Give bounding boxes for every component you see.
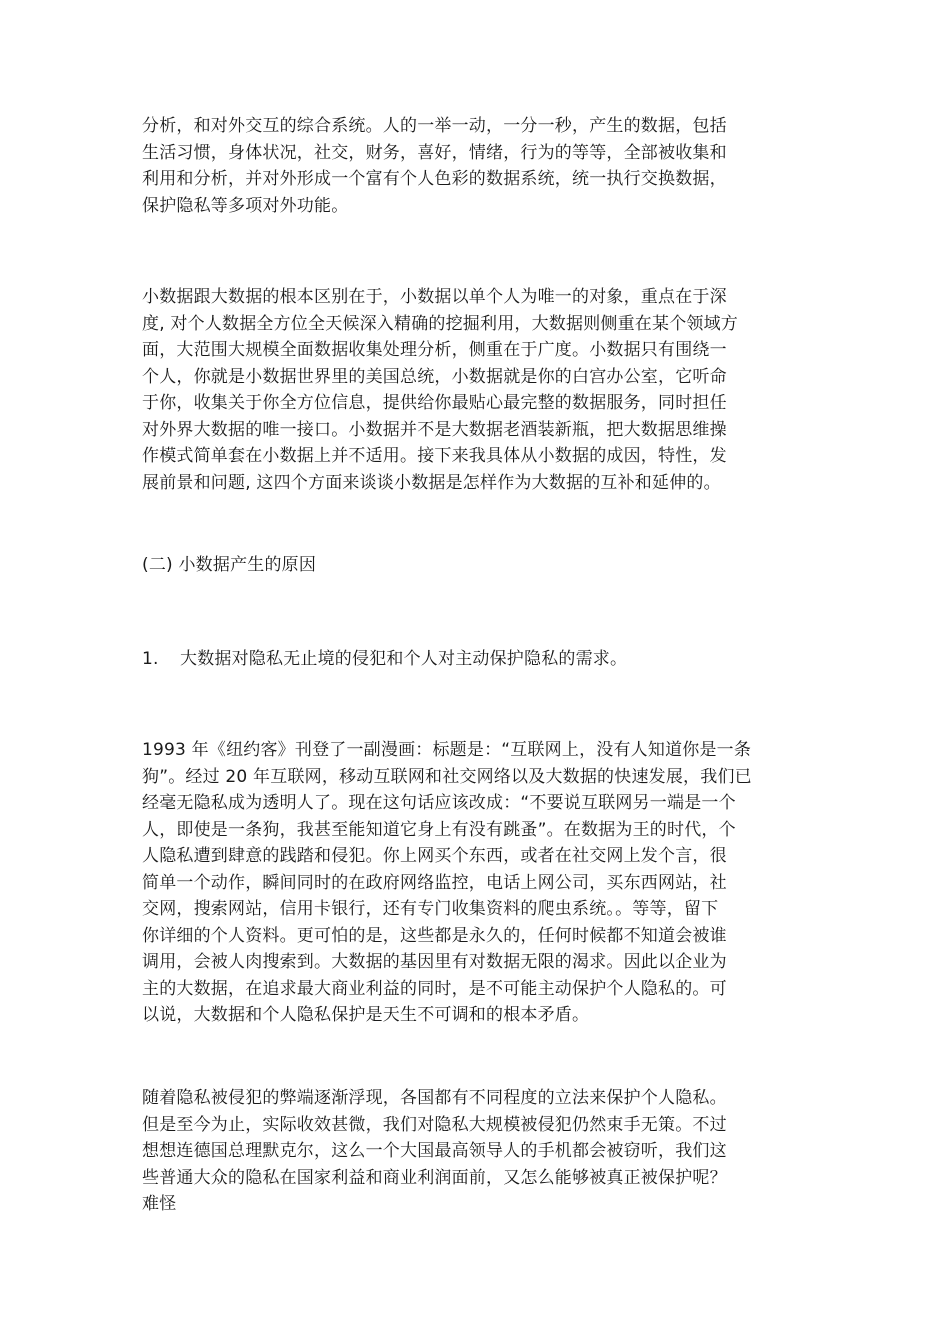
paragraph-4-line: 些普通大众的隐私在国家利益和商业利润面前，又怎么能够被真正被保护呢？ <box>142 1167 727 1188</box>
paragraph-3-line: 经毫无隐私成为透明人了。现在这句话应该改成：“不要说互联网另一端是一个 <box>142 793 736 813</box>
paragraph-3-line: 交网，搜索网站，信用卡银行，还有专门收集资料的爬虫系统。。等等，留下 <box>142 899 719 919</box>
paragraph-3-line: 调用，会被人肉搜索到。大数据的基因里有对数据无限的渴求。因此以企业为 <box>142 952 727 972</box>
paragraph-3-line: 以说，大数据和个人隐私保护是天生不可调和的根本矛盾。 <box>142 1005 590 1025</box>
paragraph-4-line: 随着隐私被侵犯的弊端逐渐浮现，各国都有不同程度的立法来保护个人隐私。 <box>142 1088 727 1108</box>
paragraph-2-line: 对外界大数据的唯一接口。小数据并不是大数据老酒装新瓶，把大数据思维操 <box>142 419 727 440</box>
paragraph-2-line: 小数据跟大数据的根本区别在于，小数据以单个人为唯一的对象，重点在于深 <box>142 287 727 307</box>
paragraph-1-line: 分析，和对外交互的综合系统。人的一举一动，一分一秒，产生的数据，包括 <box>142 116 727 136</box>
paragraph-1-line: 保护隐私等多项对外功能。 <box>142 195 349 216</box>
paragraph-4-line: 想想连德国总理默克尔，这么一个大国最高领导人的手机都会被窃听，我们这 <box>142 1141 727 1161</box>
paragraph-3-line: 人隐私遭到肆意的践踏和侵犯。你上网买个东西，或者在社交网上发个言，很 <box>142 846 727 866</box>
paragraph-2-line: 展前景和问题, 这四个方面来谈谈小数据是怎样作为大数据的互补和延伸的。 <box>142 472 721 493</box>
paragraph-3 <box>142 737 812 1029</box>
paragraph-1 <box>142 113 812 219</box>
paragraph-2-line: 面，大范围大规模全面数据收集处理分析，侧重在于广度。小数据只有围绕一 <box>142 340 727 360</box>
paragraph-1-line: 利用和分析，并对外形成一个富有个人色彩的数据系统，统一执行交换数据， <box>142 169 727 189</box>
paragraph-2 <box>142 284 812 496</box>
section-heading: (二) 小数据产生的原因 <box>142 555 317 575</box>
paragraph-2-line: 于你，收集关于你全方位信息，提供给你最贴心最完整的数据服务，同时担任 <box>142 393 727 413</box>
paragraph-4-line: 但是至今为止，实际收效甚微，我们对隐私大规模被侵犯仍然束手无策。不过 <box>142 1114 727 1135</box>
paragraph-4 <box>142 1085 812 1218</box>
paragraph-3-line: 1993 年《纽约客》刊登了一副漫画：标题是：“互联网上，没有人知道你是一条 <box>142 740 752 760</box>
paragraph-3-line: 简单一个动作，瞬间同时的在政府网络监控，电话上网公司，买东西网站，社 <box>142 872 727 893</box>
paragraph-1-line: 生活习惯，身体状况，社交，财务，喜好，情绪，行为的等等，全部被收集和 <box>142 142 727 163</box>
list-item <box>142 646 812 673</box>
paragraph-2-line: 度, 对个人数据全方位全天候深入精确的挖掘利用，大数据则侧重在某个领域方 <box>142 313 739 334</box>
paragraph-3-line: 人，即使是一条狗，我甚至能知道它身上有没有跳蚤”。在数据为王的时代，个 <box>142 819 736 840</box>
paragraph-3-line: 主的大数据，在追求最大商业利益的同时，是不可能主动保护个人隐私的。可 <box>142 978 727 999</box>
paragraph-3-line: 狗”。经过 20 年互联网，移动互联网和社交网络以及大数据的快速发展，我们已 <box>142 766 752 787</box>
paragraph-2-line: 个人，你就是小数据世界里的美国总统，小数据就是你的白宫办公室，它听命 <box>142 366 727 387</box>
paragraph-2-line: 作模式简单套在小数据上并不适用。接下来我具体从小数据的成因，特性，发 <box>142 446 727 466</box>
paragraph-3-line: 你详细的个人资料。更可怕的是，这些都是永久的，任何时候都不知道会被谁 <box>142 925 727 946</box>
list-item-text: 大数据对隐私无止境的侵犯和个人对主动保护隐私的需求。 <box>180 649 628 669</box>
list-item-number: 1. <box>142 649 159 669</box>
paragraph-4-line: 难怪 <box>142 1194 177 1214</box>
